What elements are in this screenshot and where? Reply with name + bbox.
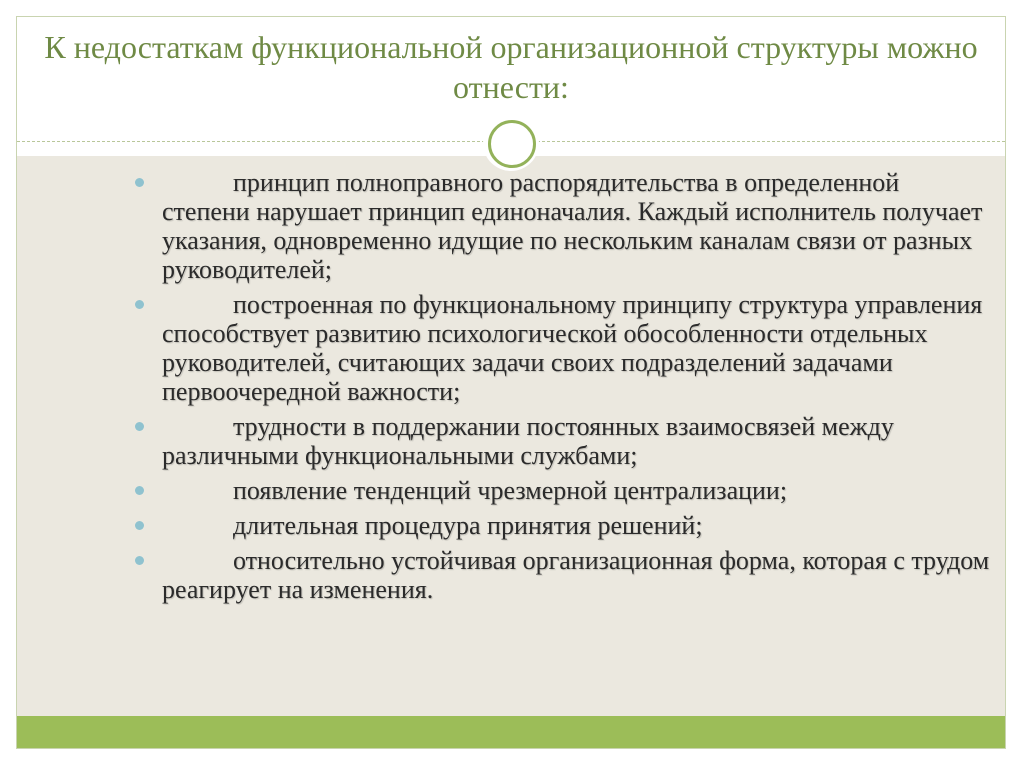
bullet-dot-icon	[135, 556, 144, 565]
bullet-text: трудности в поддержании постоянных взаимосвязей между различными функциональными службами;	[162, 412, 894, 470]
circle-ring-icon	[488, 120, 536, 168]
list-item	[130, 168, 990, 284]
bullet-text: появление тенденций чрезмерной централизации;	[233, 476, 788, 505]
list-item	[130, 546, 990, 604]
footer-band	[17, 716, 1005, 748]
list-item	[130, 476, 990, 505]
list-item	[130, 511, 990, 540]
bullet-dot-icon	[135, 300, 144, 309]
bullet-dot-icon	[135, 521, 144, 530]
bullet-text: относительно устойчивая организационная форма, которая с трудом реагирует на изменения.	[162, 546, 990, 604]
slide-title: К недостаткам функциональной организационной структуры можно отнести:	[44, 29, 978, 105]
bullet-dot-icon	[135, 422, 144, 431]
list-item	[130, 412, 990, 470]
bullet-text: построенная по функциональному принципу структура управления способствует развитию психологической обособленности отдельных руководителей, считающих задачи своих подразделений задачами первоочередной важности;	[162, 290, 983, 406]
bullet-list	[130, 168, 990, 610]
list-item	[130, 290, 990, 406]
bullet-text: принцип полноправного распорядительства в определенной степени нарушает принцип единоначалия. Каждый исполнитель получает указания, одновременно идущие по нескольким каналам связи от разных руководителей;	[162, 168, 983, 284]
bullet-dot-icon	[135, 486, 144, 495]
bullet-text: длительная процедура принятия решений;	[233, 511, 703, 540]
bullet-dot-icon	[135, 178, 144, 187]
